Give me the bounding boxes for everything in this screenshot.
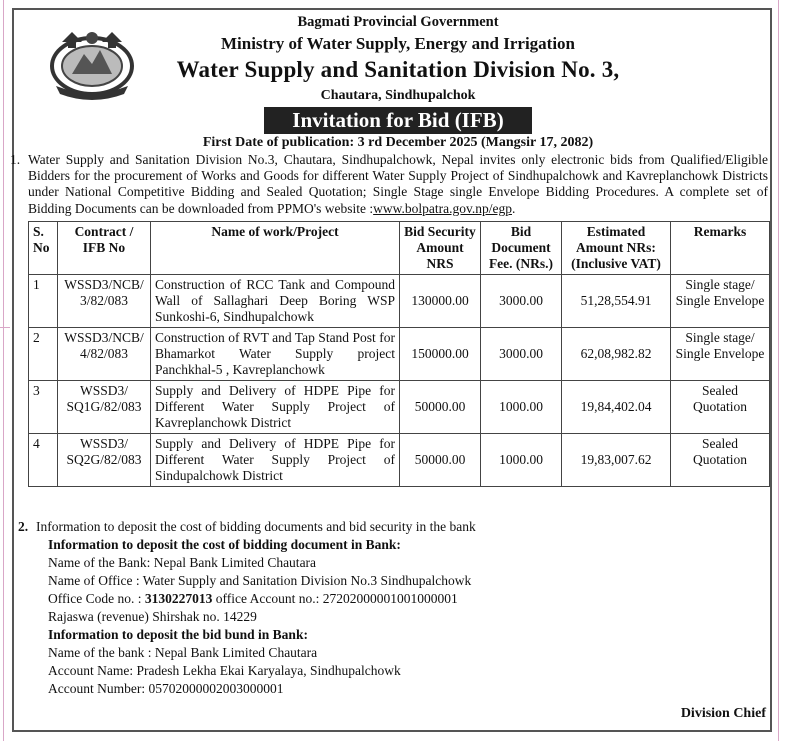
section-2-number: 2. [18,519,29,534]
row-work: Supply and Delivery of HDPE Pipe for Different Water Supply Project of Kavreplanchowk District [151,381,400,434]
division-location: Chautara, Sindhupalchok [320,88,476,103]
row-fee: 3000.00 [481,275,562,328]
rajaswa-shirshak: Rajaswa (revenue) Shirshak no. 14229 [48,609,257,624]
header-contract: Contract / IFB No [58,222,151,275]
paragraph-1-end: . [511,200,516,216]
doc-office-code-line [28,590,768,608]
row-sn: 2 [29,328,58,381]
row-remarks: Single stage/ Single Envelope [671,275,770,328]
row-estimated: 19,83,007.62 [562,434,671,487]
doc-deposit-heading: Information to deposit the cost of bidding document in Bank: [48,537,401,552]
row-security: 130000.00 [400,275,481,328]
row-contract: WSSD3/ SQ2G/82/083 [58,434,151,487]
office-code-label: Office Code no. : [48,591,145,606]
table-row [29,434,770,487]
row-remarks: Sealed Quotation [671,434,770,487]
row-work: Supply and Delivery of HDPE Pipe for Different Water Supply Project of Sindupalchowk District [151,434,400,487]
bid-table [28,221,770,487]
government-name: Bagmati Provincial Government [297,14,499,30]
bond-account-name: Account Name: Pradesh Lekha Ekai Karyalaya, Sindhupalchowk [48,663,401,678]
row-estimated: 51,28,554.91 [562,275,671,328]
row-fee: 3000.00 [481,328,562,381]
table-header-row [29,222,770,275]
ministry-name: Ministry of Water Supply, Energy and Irrigation [220,34,576,53]
row-work: Construction of RCC Tank and Compound Wall of Sallaghari Deep Boring WSP Sunkoshi-6, Sindhupalchowk [151,275,400,328]
row-security: 50000.00 [400,434,481,487]
signature-division-chief: Division Chief [680,706,766,721]
row-sn: 3 [29,381,58,434]
ppmo-website-link[interactable]: www.bolpatra.gov.np/egp [373,200,512,216]
section-2-intro: Information to deposit the cost of bidding documents and bid security in the bank [36,519,476,534]
table-row [29,381,770,434]
paragraph-1-text: Water Supply and Sanitation Division No.3, Chautara, Sindhupalchowk, Nepal invites only electronic bids from Qualified/Eligible Bidders for the procurement of Works and Goods for different Water Supply Project of Sindhupalchowk and Kavreplanchowk Districts under National Competitive Bidding and Sealed Quotation; Single Stage single Envelope Bidding Procedures. A complete set of Bidding Documents can be downloaded from PPMO's website : [28,152,768,216]
ifb-title: Invitation for Bid (IFB) [264,107,531,134]
header-estimated: Estimated Amount NRs: (Inclusive VAT) [562,222,671,275]
bond-deposit-heading: Information to deposit the bid bund in Bank: [48,627,308,642]
ifb-banner [0,107,796,134]
row-security: 50000.00 [400,381,481,434]
row-contract: WSSD3/NCB/ 3/82/083 [58,275,151,328]
row-contract: WSSD3/NCB/ 4/82/083 [58,328,151,381]
row-fee: 1000.00 [481,381,562,434]
row-fee: 1000.00 [481,434,562,487]
office-code-value: 3130227013 [144,591,213,606]
header-fee: Bid Document Fee. (NRs.) [481,222,562,275]
header-security: Bid Security Amount NRS [400,222,481,275]
margin-tick [0,327,10,328]
row-estimated: 62,08,982.82 [562,328,671,381]
bond-account-number: Account Number: 05702000002003000001 [48,681,284,696]
table-row [29,328,770,381]
doc-bank-name: Name of the Bank: Nepal Bank Limited Chautara [48,555,317,570]
row-remarks: Single stage/ Single Envelope [671,328,770,381]
bond-bank-name: Name of the bank : Nepal Bank Limited Chautara [48,645,318,660]
header-work: Name of work/Project [151,222,400,275]
row-sn: 1 [29,275,58,328]
row-work: Construction of RVT and Tap Stand Post for Bhamarkot Water Supply project Panchkhal-5 , Kavreplanchowk [151,328,400,381]
office-account-number: office Account no.: 27202000001001000001 [212,591,458,606]
header-sn: S. No [29,222,58,275]
section-2 [18,518,768,698]
doc-office-name: Name of Office : Water Supply and Sanitation Division No.3 Sindhupalchowk [48,573,472,588]
row-remarks: Sealed Quotation [671,381,770,434]
row-security: 150000.00 [400,328,481,381]
table-row [29,275,770,328]
row-sn: 4 [29,434,58,487]
header-remarks: Remarks [671,222,770,275]
row-contract: WSSD3/ SQ1G/82/083 [58,381,151,434]
paragraph-number: 1. [10,152,21,167]
row-estimated: 19,84,402.04 [562,381,671,434]
division-name: Water Supply and Sanitation Division No. 3, [176,57,620,82]
publication-date: First Date of publication: 3 rd December 2025 (Mangsir 17, 2082) [202,135,594,150]
paragraph-1 [10,152,768,217]
